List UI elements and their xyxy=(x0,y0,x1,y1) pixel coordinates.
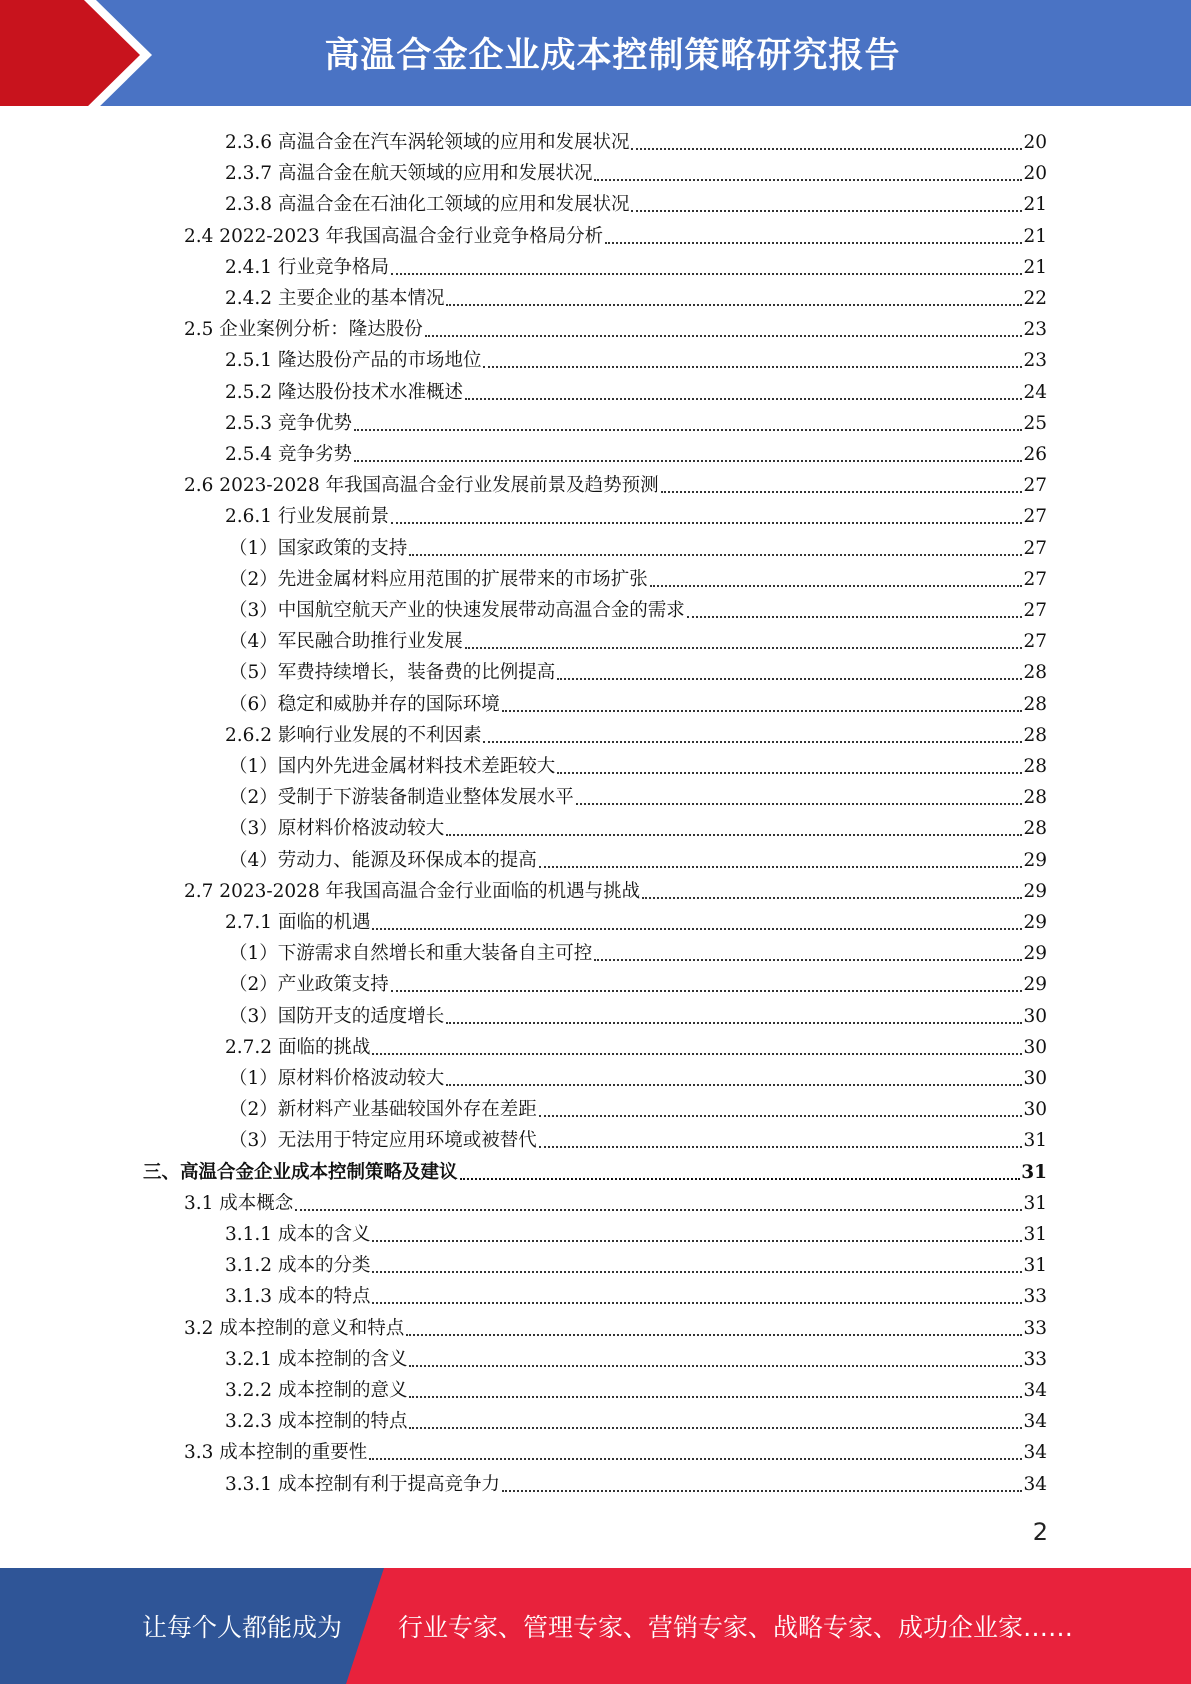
toc-entry-label: 2.7.2 面临的挑战 xyxy=(225,1036,371,1058)
toc-entry-label: 2.7 2023-2028 年我国高温合金行业面临的机遇与挑战 xyxy=(184,880,641,902)
toc-entry-label: 3.1.2 成本的分类 xyxy=(225,1255,371,1277)
toc-entry-page: 20 xyxy=(1023,163,1047,185)
toc-entry[interactable] xyxy=(229,533,1047,564)
toc-entry-page: 27 xyxy=(1023,600,1047,621)
toc-entry-label: 2.4.2 主要企业的基本情况 xyxy=(225,288,445,309)
toc-entry-label: 3.1.1 成本的含义 xyxy=(225,1224,371,1245)
toc-entry-page: 31 xyxy=(1023,1255,1047,1277)
toc-entry-label: 3.2.2 成本控制的意义 xyxy=(225,1380,408,1401)
toc-entry-label: 2.3.8 高温合金在石油化工领域的应用和发展状况 xyxy=(225,194,630,216)
toc-entry-label: 3.2 成本控制的意义和特点 xyxy=(184,1317,405,1339)
toc-dot-leader xyxy=(391,252,1022,283)
header-bottom-line xyxy=(0,106,1191,110)
toc-entry[interactable] xyxy=(225,1375,1047,1406)
toc-dot-leader xyxy=(661,470,1023,501)
toc-dot-leader xyxy=(391,501,1022,532)
toc-entry-page: 33 xyxy=(1023,1317,1047,1339)
toc-entry-page: 29 xyxy=(1023,880,1047,902)
toc-entry[interactable] xyxy=(225,1032,1047,1063)
toc-entry-label: 2.5 企业案例分析：隆达股份 xyxy=(184,319,423,341)
toc-entry-page: 31 xyxy=(1023,1130,1047,1152)
toc-dot-leader xyxy=(650,564,1023,595)
toc-dot-leader xyxy=(483,345,1022,376)
toc-entry-label: 3.1.3 成本的特点 xyxy=(225,1286,371,1308)
toc-dot-leader xyxy=(539,845,1023,876)
toc-dot-leader xyxy=(354,439,1023,470)
toc-entry-label: （1）下游需求自然增长和重大装备自主可控 xyxy=(229,943,593,965)
toc-entry-label: （2）先进金属材料应用范围的扩展带来的市场扩张 xyxy=(229,568,648,590)
toc-entry-label: （1）原材料价格波动较大 xyxy=(229,1068,445,1089)
toc-entry-label: 2.3.7 高温合金在航天领域的应用和发展状况 xyxy=(225,163,593,185)
toc-entry-page: 34 xyxy=(1023,1380,1047,1401)
toc-entry[interactable] xyxy=(225,1219,1047,1250)
toc-entry-page: 24 xyxy=(1023,381,1047,403)
toc-entry-page: 30 xyxy=(1023,1068,1047,1089)
toc-entry-label: 2.5.4 竞争劣势 xyxy=(225,444,352,465)
toc-dot-leader xyxy=(446,813,1022,844)
toc-entry-page: 30 xyxy=(1023,1036,1047,1058)
toc-entry-label: 2.5.1 隆达股份产品的市场地位 xyxy=(225,350,482,372)
toc-dot-leader xyxy=(409,1344,1022,1375)
toc-dot-leader xyxy=(391,969,1023,1000)
toc-entry-label: 3.1 成本概念 xyxy=(184,1192,294,1214)
toc-dot-leader xyxy=(687,595,1023,626)
toc-entry-label: 2.4.1 行业竞争格局 xyxy=(225,256,389,278)
toc-entry[interactable] xyxy=(143,1157,1047,1188)
page-footer xyxy=(0,1568,1191,1684)
toc-dot-leader xyxy=(557,657,1022,688)
toc-entry-page: 20 xyxy=(1023,132,1047,153)
toc-entry-page: 29 xyxy=(1023,974,1047,996)
toc-entry-label: 3.2.3 成本控制的特点 xyxy=(225,1411,408,1433)
toc-dot-leader xyxy=(295,1188,1022,1219)
toc-dot-leader xyxy=(406,1313,1022,1344)
toc-entry[interactable] xyxy=(225,439,1047,470)
toc-entry-page: 27 xyxy=(1023,537,1047,559)
toc-dot-leader xyxy=(446,1001,1022,1032)
toc-entry-label: 3.2.1 成本控制的含义 xyxy=(225,1348,408,1370)
toc-entry[interactable] xyxy=(229,595,1047,626)
toc-dot-leader xyxy=(483,720,1022,751)
toc-dot-leader xyxy=(465,377,1022,408)
toc-entry-label: （6）稳定和威胁并存的国际环境 xyxy=(229,693,500,715)
footer-slogan-right: 行业专家、管理专家、营销专家、战略专家、成功企业家…… xyxy=(398,1613,1074,1642)
toc-entry-page: 25 xyxy=(1023,412,1047,434)
toc-dot-leader xyxy=(425,314,1023,345)
toc-entry[interactable] xyxy=(229,782,1047,813)
toc-entry[interactable] xyxy=(184,314,1047,345)
toc-entry-page: 23 xyxy=(1023,350,1047,372)
toc-entry-label: 3.3 成本控制的重要性 xyxy=(184,1442,368,1464)
toc-entry[interactable] xyxy=(229,813,1047,844)
toc-dot-leader xyxy=(502,1469,1022,1500)
toc-entry[interactable] xyxy=(225,377,1047,408)
toc-entry[interactable] xyxy=(225,501,1047,532)
toc-entry[interactable] xyxy=(225,720,1047,751)
toc-dot-leader xyxy=(409,1375,1022,1406)
report-title: 高温合金企业成本控制策略研究报告 xyxy=(324,36,901,76)
toc-entry[interactable] xyxy=(229,689,1047,720)
page-header xyxy=(0,0,1191,110)
toc-dot-leader xyxy=(460,1157,1021,1188)
toc-entry[interactable] xyxy=(225,252,1047,283)
toc-entry[interactable] xyxy=(184,876,1047,907)
toc-entry-page: 28 xyxy=(1023,818,1047,840)
toc-dot-leader xyxy=(576,782,1023,813)
toc-entry-label: （3）原材料价格波动较大 xyxy=(229,818,445,840)
toc-dot-leader xyxy=(594,158,1022,189)
toc-entry-page: 26 xyxy=(1023,444,1047,465)
toc-entry[interactable] xyxy=(225,345,1047,376)
toc-entry[interactable] xyxy=(229,1001,1047,1032)
toc-entry-page: 27 xyxy=(1023,631,1047,653)
toc-entry[interactable] xyxy=(225,907,1047,938)
toc-dot-leader xyxy=(465,626,1023,657)
footer-slogan-left: 让每个人都能成为 xyxy=(142,1613,343,1642)
toc-entry-page: 21 xyxy=(1023,194,1047,216)
toc-entry-page: 21 xyxy=(1023,256,1047,278)
toc-entry-page: 28 xyxy=(1023,756,1047,777)
toc-entry-page: 28 xyxy=(1023,662,1047,684)
toc-entry[interactable] xyxy=(184,1437,1047,1468)
toc-entry[interactable] xyxy=(225,408,1047,439)
toc-entry[interactable] xyxy=(229,1125,1047,1156)
toc-entry[interactable] xyxy=(225,1469,1047,1500)
toc-entry[interactable] xyxy=(184,221,1047,252)
toc-dot-leader xyxy=(631,189,1022,220)
toc-entry-page: 31 xyxy=(1023,1224,1047,1245)
toc-entry-label: （5）军费持续增长，装备费的比例提高 xyxy=(229,662,556,684)
toc-entry-page: 33 xyxy=(1023,1348,1047,1370)
toc-entry-page: 21 xyxy=(1023,225,1047,247)
toc-entry[interactable] xyxy=(229,564,1047,595)
toc-entry-label: （2）产业政策支持 xyxy=(229,974,389,996)
toc-entry-page: 28 xyxy=(1023,693,1047,715)
toc-entry-label: 3.3.1 成本控制有利于提高竞争力 xyxy=(225,1473,500,1495)
toc-entry-label: （3）国防开支的适度增长 xyxy=(229,1005,445,1027)
toc-dot-leader xyxy=(446,283,1022,314)
toc-entry-page: 29 xyxy=(1023,943,1047,965)
toc-entry-page: 34 xyxy=(1023,1411,1047,1433)
toc-entry[interactable] xyxy=(225,158,1047,189)
toc-entry-page: 28 xyxy=(1023,724,1047,746)
toc-entry-label: （1）国内外先进金属材料技术差距较大 xyxy=(229,756,556,777)
toc-entry-label: （2）新材料产业基础较国外存在差距 xyxy=(229,1099,537,1121)
toc-entry[interactable] xyxy=(225,1344,1047,1375)
toc-dot-leader xyxy=(409,1406,1022,1437)
toc-entry-label: （2）受制于下游装备制造业整体发展水平 xyxy=(229,787,574,809)
toc-entry-label: 三、高温合金企业成本控制策略及建议 xyxy=(143,1161,458,1183)
toc-entry-label: （3）无法用于特定应用环境或被替代 xyxy=(229,1130,537,1152)
toc-entry-page: 30 xyxy=(1023,1099,1047,1121)
toc-dot-leader xyxy=(539,1125,1023,1156)
toc-entry-page: 31 xyxy=(1023,1192,1047,1214)
toc-dot-leader xyxy=(372,1281,1022,1312)
toc-entry[interactable] xyxy=(184,1188,1047,1219)
toc-entry-label: 2.4 2022-2023 年我国高温合金行业竞争格局分析 xyxy=(184,225,604,247)
toc-entry-page: 29 xyxy=(1023,912,1047,933)
toc-entry[interactable] xyxy=(225,127,1047,158)
toc-entry-label: （3）中国航空航天产业的快速发展带动高温合金的需求 xyxy=(229,600,685,621)
toc-dot-leader xyxy=(502,689,1023,720)
toc-entry-label: （1）国家政策的支持 xyxy=(229,537,408,559)
toc-dot-leader xyxy=(557,751,1022,782)
toc-dot-leader xyxy=(605,221,1022,252)
toc-entry-label: （4）劳动力、能源及环保成本的提高 xyxy=(229,849,537,871)
toc-entry[interactable] xyxy=(229,751,1047,782)
toc-dot-leader xyxy=(539,1094,1023,1125)
toc-dot-leader xyxy=(372,1032,1022,1063)
toc-dot-leader xyxy=(446,1063,1022,1094)
toc-dot-leader xyxy=(409,533,1022,564)
toc-entry[interactable] xyxy=(229,938,1047,969)
toc-entry-page: 29 xyxy=(1023,849,1047,871)
toc-dot-leader xyxy=(631,127,1022,158)
toc-dot-leader xyxy=(369,1437,1022,1468)
toc-dot-leader xyxy=(354,408,1023,439)
toc-entry[interactable] xyxy=(229,969,1047,1000)
toc-dot-leader xyxy=(372,1250,1022,1281)
toc-entry[interactable] xyxy=(229,657,1047,688)
toc-entry-label: （4）军民融合助推行业发展 xyxy=(229,631,463,653)
toc-entry-page: 22 xyxy=(1023,288,1047,309)
toc-entry[interactable] xyxy=(184,470,1047,501)
toc-entry-label: 2.3.6 高温合金在汽车涡轮领域的应用和发展状况 xyxy=(225,132,630,153)
toc-entry[interactable] xyxy=(225,1406,1047,1437)
toc-entry[interactable] xyxy=(225,283,1047,314)
toc-entry-page: 31 xyxy=(1021,1161,1047,1183)
toc-entry[interactable] xyxy=(184,1313,1047,1344)
toc-entry-page: 27 xyxy=(1023,475,1047,497)
toc-entry-page: 33 xyxy=(1023,1286,1047,1308)
toc-entry[interactable] xyxy=(225,189,1047,220)
toc-entry[interactable] xyxy=(229,1094,1047,1125)
toc-entry-label: 2.6.1 行业发展前景 xyxy=(225,506,389,528)
toc-entry-page: 27 xyxy=(1023,568,1047,590)
toc-entry-page: 27 xyxy=(1023,506,1047,528)
toc-entry-page: 34 xyxy=(1023,1442,1047,1464)
toc-dot-leader xyxy=(594,938,1022,969)
page-number: 2 xyxy=(1032,1518,1048,1546)
toc-entry-page: 34 xyxy=(1023,1473,1047,1495)
toc-dot-leader xyxy=(372,1219,1022,1250)
toc-entry-label: 2.5.2 隆达股份技术水准概述 xyxy=(225,381,463,403)
toc-entry-label: 2.6 2023-2028 年我国高温合金行业发展前景及趋势预测 xyxy=(184,475,659,497)
toc-dot-leader xyxy=(372,907,1022,938)
toc-entry-label: 2.6.2 影响行业发展的不利因素 xyxy=(225,724,482,746)
toc-entry[interactable] xyxy=(229,626,1047,657)
toc-entry[interactable] xyxy=(229,845,1047,876)
toc-entry-page: 30 xyxy=(1023,1005,1047,1027)
toc-entry[interactable] xyxy=(225,1250,1047,1281)
toc-entry-label: 2.7.1 面临的机遇 xyxy=(225,912,371,933)
toc-entry-page: 23 xyxy=(1023,319,1047,341)
toc-entry-label: 2.5.3 竞争优势 xyxy=(225,412,352,434)
toc-dot-leader xyxy=(642,876,1022,907)
toc-entry[interactable] xyxy=(229,1063,1047,1094)
toc-entry[interactable] xyxy=(225,1281,1047,1312)
toc-entry-page: 28 xyxy=(1023,787,1047,809)
